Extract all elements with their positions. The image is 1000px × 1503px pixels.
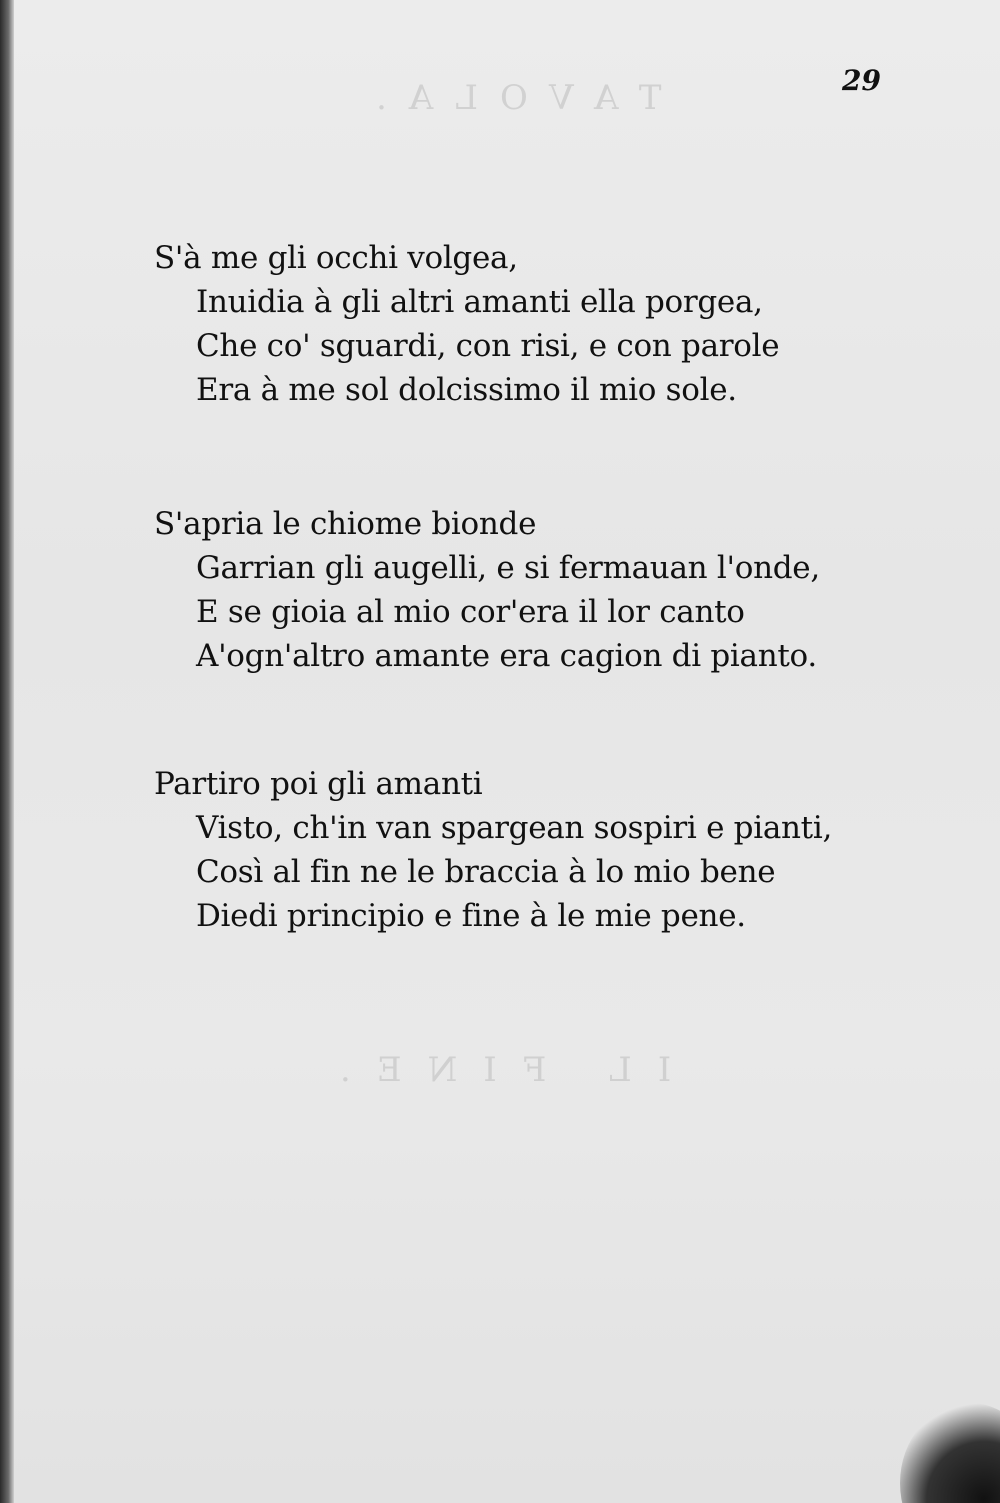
verse-line: Visto, ch'in van spargean sospiri e pianti, [196, 810, 832, 846]
bleed-through-header: TAVOLA. [354, 78, 662, 118]
stanza-3 [154, 762, 832, 938]
page-left-edge [0, 0, 14, 1503]
bleed-through-footer: IL FINE. [314, 1050, 672, 1090]
verse-line: Era à me sol dolcissimo il mio sole. [196, 372, 737, 408]
verse-line: Garrian gli augelli, e si fermauan l'onde, [196, 550, 820, 586]
verse-line: Che co' sguardi, con risi, e con parole [196, 328, 780, 364]
verse-line: A'ogn'altro amante era cagion di pianto. [196, 638, 817, 674]
stanza-2 [154, 502, 820, 678]
verse-line: E se gioia al mio cor'era il lor canto [196, 594, 745, 630]
verse-line: S'à me gli occhi volgea, [154, 240, 518, 276]
verse-line: S'apria le chiome bionde [154, 506, 537, 542]
stanza-1 [154, 236, 779, 412]
book-page [14, 0, 1000, 1503]
verse-line: Partiro poi gli amanti [154, 766, 483, 802]
verse-line: Diedi principio e fine à le mie pene. [196, 898, 746, 934]
verse-line: Inuidia à gli altri amanti ella porgea, [196, 284, 763, 320]
corner-shadow [900, 1403, 1000, 1503]
page-number: 29 [842, 64, 881, 97]
verse-line: Così al fin ne le braccia à lo mio bene [196, 854, 776, 890]
